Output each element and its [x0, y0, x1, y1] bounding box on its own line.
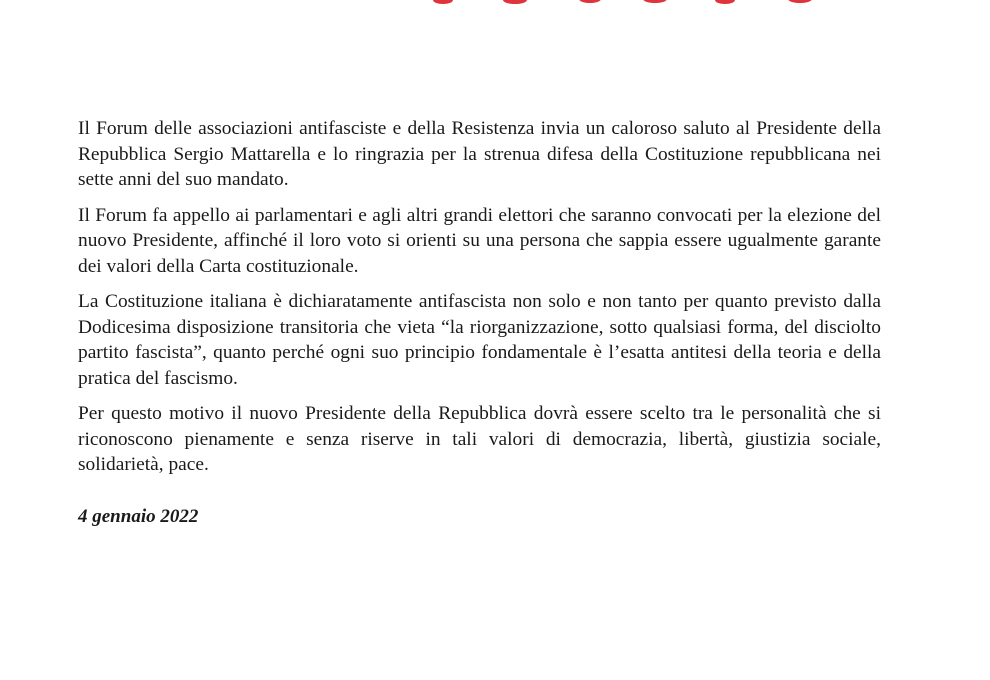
- paragraph-appeal: Il Forum fa appello ai parlamentari e agli altri grandi elettori che saranno convocati per la elezione del nuovo Presidente, affinché il loro voto si orienti su una persona che sappia essere ugualmente garante dei valori della Carta costituzionale.: [78, 204, 881, 277]
- paragraph-greeting: Il Forum delle associazioni antifasciste e della Resistenza invia un caloroso saluto al Presidente della Repubblica Sergio Mattarella e lo ringrazia per la strenua difesa della Costituzione repubblicana nei sette anni del suo mandato.: [78, 118, 881, 190]
- paragraph-conclusion: Per questo motivo il nuovo Presidente della Repubblica dovrà essere scelto tra le personalità che si riconoscono pienamente e senza riserve in tali valori di democrazia, libertà, giustizia sociale, solidarietà, pace.: [78, 403, 881, 475]
- document-date: 4 gennaio 2022: [78, 505, 199, 527]
- paragraph-constitution: La Costituzione italiana è dichiaratamente antifascista non solo e non tanto per quanto previsto dalla Dodicesima disposizione transitoria che vieta “la riorganizzazione, sotto qualsiasi forma, del disciolto partito fascista”, quanto perché ogni suo principio fondamentale è l’esatta antitesi della teoria e della pratica del fascismo.: [78, 291, 881, 389]
- document-body: [78, 116, 881, 530]
- red-header-fragment: [405, 0, 835, 6]
